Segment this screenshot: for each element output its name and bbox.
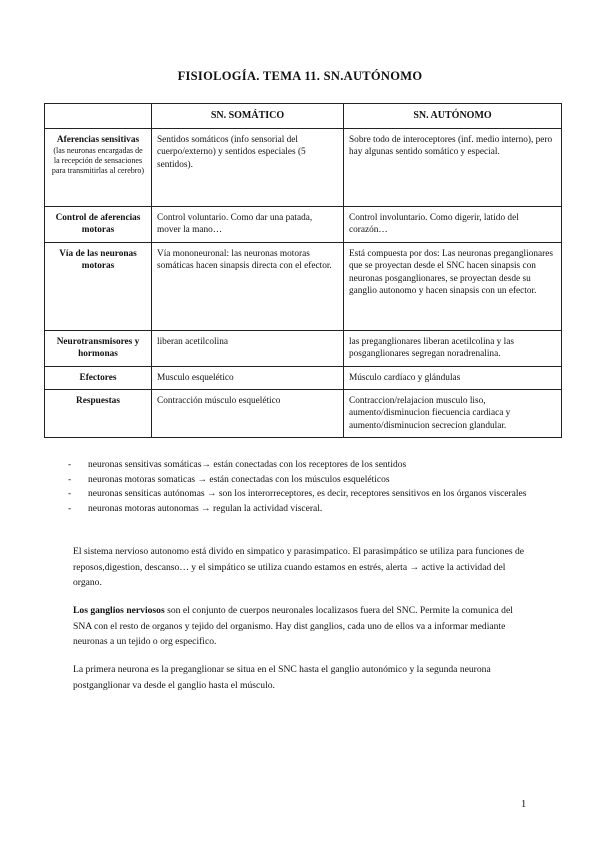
- list-marker: -: [68, 474, 72, 485]
- list-item-text: neuronas motoras somaticas → están conectadas con los músculos esqueléticos: [88, 474, 390, 485]
- cell-autonomo: Sobre todo de interoceptores (inf. medio interno), pero hay algunas sentido somático y especial.: [344, 129, 562, 207]
- table-header-empty: [45, 104, 152, 129]
- row-label: Vía de las neuronas motoras: [45, 243, 152, 331]
- cell-somatico: Musculo esquelético: [152, 367, 344, 390]
- list-item: [68, 487, 533, 502]
- list-marker: -: [68, 460, 72, 470]
- paragraph-neuronas: La primera neurona es la preganglionar se situa en el SNC hasta el ganglio autonómico y la segunda neurona postganglionar va desde el ganglio hasta el músculo.: [73, 664, 491, 691]
- list-item: [68, 458, 533, 473]
- list-marker: -: [68, 503, 72, 514]
- table-header-somatico: SN. SOMÁTICO: [152, 104, 344, 129]
- table-row: [45, 243, 562, 331]
- cell-somatico: Vía mononeuronal: las neuronas motoras somáticas hacen sinapsis directa con el efector.: [152, 243, 344, 331]
- paragraph-bold-term: Los ganglios nerviosos: [73, 605, 165, 616]
- cell-somatico: liberan acetilcolina: [152, 331, 344, 367]
- table-row: [45, 367, 562, 390]
- row-label: Efectores: [45, 367, 152, 390]
- page-title: FISIOLOGÍA. TEMA 11. SN.AUTÓNOMO: [177, 69, 423, 83]
- cell-autonomo: Está compuesta por dos: Las neuronas preganglionares que se proyectan desde el SNC hacen sinapsis con neuronas posganglionares, se proyectan desde su ganglio autonomo y hacen sinapsis con un efector.: [344, 243, 562, 331]
- cell-autonomo: Músculo cardíaco y glándulas: [344, 367, 562, 390]
- cell-somatico: Sentidos somáticos (info sensorial del cuerpo/externo) y sentidos especiales (5 sentidos).: [152, 129, 344, 207]
- table-header-autonomo: SN. AUTÓNOMO: [344, 104, 562, 129]
- cell-somatico: Control voluntario. Como dar una patada, mover la mano…: [152, 207, 344, 243]
- cell-autonomo: Control involuntario. Como digerir, latido del corazón…: [344, 207, 562, 243]
- table-row: [45, 129, 562, 207]
- list-item-text: neuronas sensiticas autónomas → son los interorreceptores, es decir, receptores sensitivos en los órganos viscerales: [88, 489, 527, 499]
- table-row: [45, 207, 562, 243]
- row-label: [45, 129, 152, 207]
- table-row: [45, 331, 562, 367]
- row-label: Respuestas: [45, 390, 152, 438]
- table-row: [45, 390, 562, 438]
- notes-list: [68, 458, 533, 516]
- cell-autonomo: las preganglionares liberan acetilcolina y las posganglionares segregan noradrenalina.: [344, 331, 562, 367]
- page-number: 1: [521, 799, 527, 810]
- row-label-text: Aferencias sensitivas: [56, 135, 140, 145]
- paragraph-ganglios: [73, 603, 533, 650]
- comparison-table: [44, 103, 562, 438]
- cell-autonomo: Contraccion/relajacion musculo liso, aumento/disminucion fiecuencia cardiaca y aumento/disminucion secrecion glandular.: [344, 390, 562, 438]
- cell-somatico: Contracción músculo esquelético: [152, 390, 344, 438]
- list-item-text: neuronas motoras autonomas → regulan la actividad visceral.: [88, 503, 323, 514]
- list-item: [68, 502, 533, 517]
- paragraph-text: son el conjunto de cuerpos neuronales localizasos fuera del SNC. Permite la comunica del SNA con el resto de organos y tejido del organismo. Hay dist ganglios, cada uno de ellos va a informar mediante neuronas a un tejido o org especifico.: [73, 605, 513, 647]
- table-header-row: [45, 104, 562, 129]
- list-item: [68, 473, 533, 488]
- row-label: Neurotransmisores y hormonas: [45, 331, 152, 367]
- row-sublabel: (las neuronas encargadas de la recepción de sensaciones para transmitirlas al cerebro): [51, 146, 145, 175]
- list-item-text: neuronas sensitivas somáticas→ están conectadas con los receptores de los sentidos: [88, 460, 407, 470]
- paragraph-sna-division: El sistema nervioso autonomo está divido en simpatico y parasimpatico. El parasimpático se utiliza para funciones de reposos,digestion, descanso… y el simpático se utiliza cuando estamos en estrés, alerta → active la actividad del organo.: [73, 546, 525, 588]
- list-marker: -: [68, 489, 72, 499]
- row-label: Control de aferencias motoras: [45, 207, 152, 243]
